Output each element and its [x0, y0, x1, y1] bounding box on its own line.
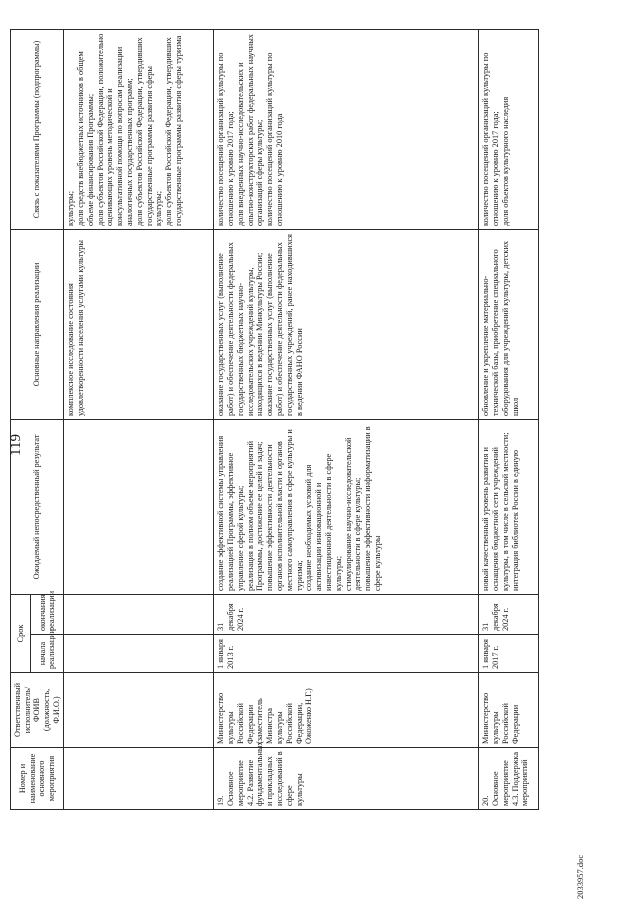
- cell-end: 31 декабря 2024 г.: [214, 594, 479, 634]
- header-term: Срок: [11, 594, 31, 672]
- table-row: [214, 29, 479, 809]
- cell-responsible: Министерство культуры Российской Федерации (заместитель Министра культуры Российской Федерации, Ожоженко Н.Г.): [214, 673, 479, 748]
- cell-directions: комплексное исследование состояния удовлетворенности населения услугами культуры: [64, 229, 214, 419]
- cell-directions: оказание государственных услуг (выполнение работ) и обеспечение деятельности федеральных государственных бюджетных научно-исследовательских учреждений культуры, находящихся в ведении Минкультуры России; оказание государственных услуг (выполнение работ) и обеспечение деятельности федеральных государственных учреждений, ранее находившихся в ведении ФАНО России: [214, 229, 479, 419]
- row-title: Основное мероприятие 4.2. Развитие фундаментальных и прикладных исследований в сфере культуры: [226, 741, 304, 806]
- cell-start: 1 января 2017 г.: [479, 635, 539, 673]
- header-responsible: Ответственный исполнитель/ФОИВ (должность, Ф.И.О.): [11, 673, 64, 748]
- header-end: окончания реализации: [31, 594, 64, 634]
- table-row: [479, 29, 539, 809]
- cell-result: [64, 419, 214, 594]
- cell-name: [479, 748, 539, 810]
- cell-responsible: [64, 673, 214, 748]
- cell-result: новый качественный уровень развития и оснащения бюджетной сети учреждений культуры, в том числе в сельской местности; интеграция библиотек России в единую: [479, 419, 539, 594]
- cell-start: [64, 635, 214, 673]
- cell-name: [64, 748, 214, 810]
- cell-directions: обновление и укрепление материально-технической базы, приобретение специального оборудования для учреждений культуры, детских школ: [479, 229, 539, 419]
- cell-end: [64, 594, 214, 634]
- row-number: 20.: [481, 795, 491, 806]
- cell-name: [214, 741, 479, 810]
- header-link: Связь с показателями Программы (подпрограммы): [11, 29, 64, 229]
- page-number: 119: [8, 434, 24, 456]
- cell-link: количество посещений организаций культуры по отношению к уровню 2017 года; доля объектов культурного наследия: [479, 29, 539, 229]
- table-header-row: [11, 29, 31, 809]
- cell-result: создание эффективной системы управления реализацией Программы, эффективное управление сферой культуры; реализация в полном объеме мероприятий Программы, достижение ее целей и задач; повышение эффективности деятельности органов исполнительной власти и органов местного самоуправления в сфере культуры и туризма; создание необходимых условий для активизации инновационной и инвестиционной деятельности в сфере культуры; стимулирование научно-исследовательской деятельности в сфере культуры; повышение эффективности информатизации в сфере культуры: [214, 419, 479, 594]
- program-table: [10, 29, 539, 810]
- table-row: [64, 29, 214, 809]
- cell-link: количество посещений организаций культуры по отношению к уровню 2017 года; доля внедренных научно-исследовательских и опытно-конструкторских работ федеральных научных организаций сферы культуры; количество посещений организаций культуры по отношению к уровню 2010 года: [214, 29, 479, 229]
- header-result: Ожидаемый непосредственный результат: [11, 419, 64, 594]
- header-number-name: Номер и наименование основного мероприятия: [11, 748, 64, 810]
- row-number: 19.: [216, 795, 226, 806]
- cell-end: 31 декабря 2024 г.: [479, 594, 539, 634]
- header-start: начала реализации: [31, 635, 64, 673]
- header-directions: Основные направления реализации: [11, 229, 64, 419]
- cell-link: культуры; доля средств внебюджетных источников в общем объеме финансирования Программы; доля субъектов Российской Федерации, положительно оценивающих уровень методической и консультативной помощи по вопросам реализации аналогичных государственных программ; доля субъектов Российской Федерации, утвердивших государственные программы развития сферы культуры; доля субъектов Российской Федерации, утвердивших государственные программы развития сферы туризма: [64, 29, 214, 229]
- cell-responsible: Министерство культуры Российской Федерации: [479, 673, 539, 748]
- row-title: Основное мероприятие 4.3. Поддержка мероприятий: [491, 751, 530, 806]
- cell-start: 1 января 2013 г.: [214, 635, 479, 673]
- footer-doc-name: 2033957.doc: [575, 854, 585, 899]
